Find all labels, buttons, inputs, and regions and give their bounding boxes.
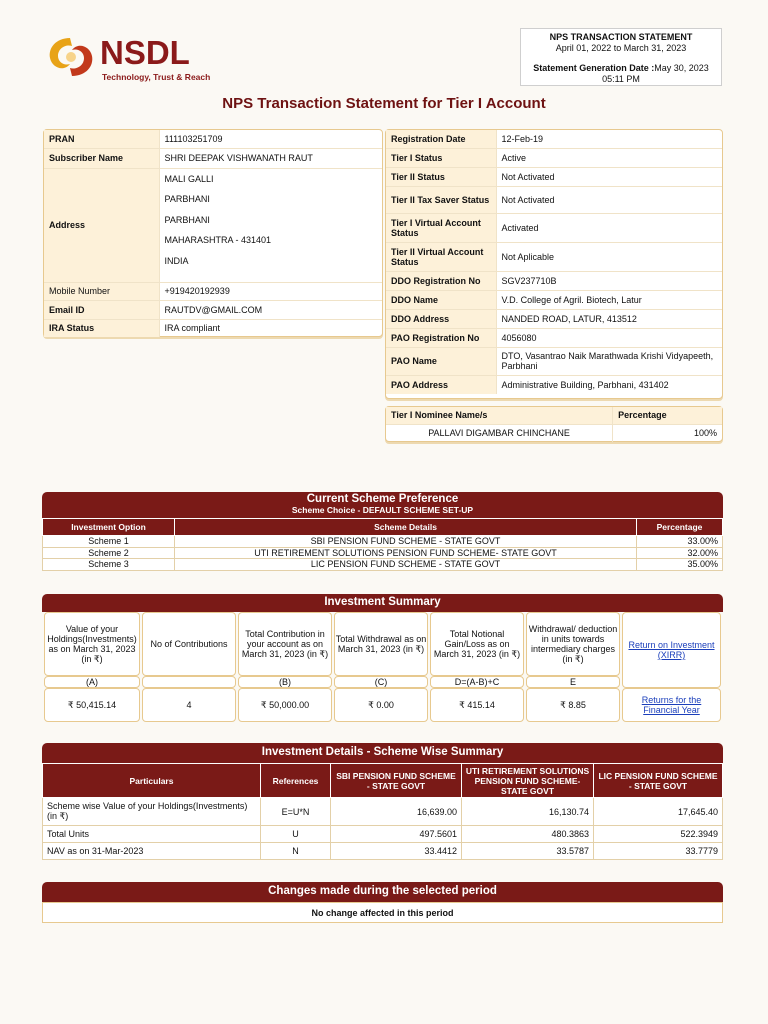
email-label: Email ID [44, 300, 159, 319]
account-field-value: NANDED ROAD, LATUR, 413512 [496, 309, 722, 328]
account-field-value: SGV237710B [496, 271, 722, 290]
uti-value: 16,130.74 [462, 798, 594, 826]
sbi-value: 33.4412 [331, 843, 462, 860]
scheme-wise-summary-section [42, 743, 723, 860]
mobile-label: Mobile Number [44, 282, 159, 300]
pran-value: 111103251709 [159, 130, 382, 148]
scheme-percentage: 33.00% [637, 536, 723, 548]
address-line: MAHARASHTRA - 431401 [164, 235, 272, 245]
holdings-value: ₹ 50,415.14 [44, 688, 140, 722]
scheme-percentage: 35.00% [637, 559, 723, 571]
account-row [386, 148, 722, 167]
account-row [386, 167, 722, 186]
investment-summary-section [42, 594, 723, 722]
summary-ref-b: (B) [238, 676, 332, 688]
scheme-preference-section [42, 492, 723, 571]
address-line: MALI GALLI [164, 173, 214, 184]
account-field-label: DDO Address [386, 309, 496, 328]
lic-scheme-header: LIC PENSION FUND SCHEME - STATE GOVT [594, 764, 723, 798]
particular: Scheme wise Value of your Holdings(Investments) (in ₹) [43, 798, 261, 826]
generation-date-label: Statement Generation Date : [533, 63, 655, 73]
account-field-label: PAO Registration No [386, 328, 496, 347]
lic-value: 17,645.40 [594, 798, 723, 826]
charges-value: ₹ 8.85 [526, 688, 620, 722]
subscriber-card [43, 129, 383, 337]
address-line: PARBHANI [164, 214, 210, 225]
scheme-preference-table [42, 518, 723, 571]
nominee-pct: 100% [693, 428, 717, 439]
subscriber-name-label: Subscriber Name [44, 148, 159, 168]
account-row [386, 186, 722, 213]
account-field-value: Activated [496, 213, 722, 242]
account-row [386, 213, 722, 242]
account-field-label: Tier I Virtual Account Status [386, 213, 496, 242]
account-field-value: Not Aplicable [496, 242, 722, 271]
scheme-wise-summary-table [42, 763, 723, 860]
withdrawal-value: ₹ 0.00 [334, 688, 428, 722]
account-field-value: Not Activated [496, 167, 722, 186]
account-row [386, 328, 722, 347]
changes-section [42, 882, 723, 923]
sbi-scheme-header: SBI PENSION FUND SCHEME - STATE GOVT [331, 764, 462, 798]
scheme-option: Scheme 2 [43, 547, 175, 559]
summary-header-holdings: Value of your Holdings(Investments) as on March 31, 2023 (in ₹) [44, 612, 140, 676]
account-field-label: DDO Registration No [386, 271, 496, 290]
xirr-link-cell [622, 612, 721, 688]
account-field-value: V.D. College of Agril. Biotech, Latur [496, 290, 722, 309]
uti-scheme-header: UTI RETIREMENT SOLUTIONS PENSION FUND SCHEME- STATE GOVT [462, 764, 594, 798]
scheme-option: Scheme 3 [43, 559, 175, 571]
subscriber-table [44, 130, 382, 337]
scheme-preference-title: Current Scheme Preference [306, 493, 459, 505]
statement-title: NPS TRANSACTION STATEMENT [549, 32, 693, 42]
nsdl-emblem-icon [42, 32, 98, 82]
scheme-detail: LIC PENSION FUND SCHEME - STATE GOVT [175, 559, 637, 571]
nominee-name-header: Tier I Nominee Name/s [386, 407, 613, 424]
investment-summary-title: Investment Summary [42, 594, 723, 612]
scheme-details-header: Scheme Details [175, 519, 637, 536]
uti-value: 480.3863 [462, 826, 594, 843]
account-field-label: DDO Name [386, 290, 496, 309]
gain-loss-value: ₹ 415.14 [430, 688, 524, 722]
account-row [386, 309, 722, 328]
sbi-value: 16,639.00 [331, 798, 462, 826]
logo-wordmark: NSDL [100, 34, 190, 71]
email-value: RAUTDV@GMAIL.COM [159, 300, 382, 319]
summary-header-charges: Withdrawal/ deduction in units towards intermediary charges (in ₹) [526, 612, 620, 676]
changes-message: No change affected in this period [42, 902, 723, 923]
scheme-detail: SBI PENSION FUND SCHEME - STATE GOVT [175, 536, 637, 548]
account-field-label: PAO Address [386, 375, 496, 394]
logo-tagline: Technology, Trust & Reach [102, 72, 211, 82]
investment-option-header: Investment Option [43, 519, 175, 536]
scheme-preference-header [42, 492, 723, 518]
account-field-value: 4056080 [496, 328, 722, 347]
generation-date: May 30, 2023 [654, 63, 709, 73]
subscriber-name-value: SHRI DEEPAK VISHWANATH RAUT [159, 148, 382, 168]
statement-period: April 01, 2022 to March 31, 2023 [555, 43, 687, 53]
summary-ref-e: E [526, 676, 620, 688]
changes-title: Changes made during the selected period [42, 882, 723, 902]
address-line: PARBHANI [164, 194, 210, 204]
reference: U [261, 826, 331, 843]
statement-info-box [520, 28, 722, 86]
account-row [386, 242, 722, 271]
nominee-table [386, 407, 722, 442]
total-contribution-value: ₹ 50,000.00 [238, 688, 332, 722]
reference: N [261, 843, 331, 860]
scheme-summary-row [43, 798, 723, 826]
summary-ref-d: D=(A-B)+C [430, 676, 524, 688]
generation-time: 05:11 PM [602, 74, 640, 84]
references-header: References [261, 764, 331, 798]
account-field-label: Registration Date [386, 130, 496, 148]
fy-returns-link-cell [622, 688, 721, 722]
scheme-summary-row [43, 843, 723, 860]
account-row [386, 375, 722, 394]
account-field-value: Administrative Building, Parbhani, 431402 [501, 379, 669, 390]
summary-ref-c: (C) [334, 676, 428, 688]
scheme-choice-subtitle: Scheme Choice - DEFAULT SCHEME SET-UP [291, 505, 474, 515]
scheme-percentage: 32.00% [637, 547, 723, 559]
address-value [159, 168, 382, 282]
page-title: NPS Transaction Statement for Tier I Account [222, 95, 546, 112]
particular: Total Units [43, 826, 261, 843]
account-field-label: Tier II Virtual Account Status [386, 242, 496, 271]
account-field-label: PAO Name [386, 347, 496, 375]
account-field-value: Not Activated [496, 186, 722, 213]
address-line: INDIA [164, 255, 189, 266]
summary-ref-a: (A) [44, 676, 140, 688]
account-field-label: Tier I Status [386, 148, 496, 167]
particulars-header: Particulars [43, 764, 261, 798]
scheme-wise-summary-title: Investment Details - Scheme Wise Summary [42, 743, 723, 763]
account-details-card [385, 129, 723, 399]
account-row [386, 347, 722, 375]
account-field-label: Tier II Status [386, 167, 496, 186]
sbi-value: 497.5601 [331, 826, 462, 843]
scheme-detail: UTI RETIREMENT SOLUTIONS PENSION FUND SCHEME- STATE GOVT [175, 547, 637, 559]
account-field-label: Tier II Tax Saver Status [386, 186, 496, 213]
pran-label: PRAN [44, 130, 159, 148]
particular: NAV as on 31-Mar-2023 [43, 843, 261, 860]
account-field-value: 12-Feb-19 [496, 130, 722, 148]
account-details-table [386, 130, 722, 394]
account-field-value: DTO, Vasantrao Naik Marathwada Krishi Vidyapeeth, Parbhani [496, 347, 722, 375]
reference: E=U*N [261, 798, 331, 826]
summary-ref-blank [142, 676, 236, 688]
summary-header-contributions: No of Contributions [142, 612, 236, 676]
investment-summary-table [42, 612, 723, 722]
scheme-preference-row [43, 536, 723, 548]
summary-header-gain-loss: Total Notional Gain/Loss as on March 31, 2023 (in ₹) [430, 612, 524, 676]
contributions-count: 4 [142, 688, 236, 722]
lic-value: 522.3949 [594, 826, 723, 843]
return-on-investment-link[interactable]: Return on Investment (XIRR) [628, 640, 715, 660]
uti-value: 33.5787 [462, 843, 594, 860]
ira-status-label: IRA Status [44, 319, 159, 337]
scheme-summary-row [43, 826, 723, 843]
address-label: Address [44, 168, 159, 282]
nominee-card [385, 406, 723, 442]
ira-status-value: IRA compliant [164, 323, 221, 334]
scheme-preference-row [43, 547, 723, 559]
account-row [386, 130, 722, 148]
account-field-value: Active [496, 148, 722, 167]
scheme-option: Scheme 1 [43, 536, 175, 548]
account-row [386, 290, 722, 309]
account-row [386, 271, 722, 290]
nominee-pct-header: Percentage [613, 407, 722, 424]
summary-header-total-contribution: Total Contribution in your account as on March 31, 2023 (in ₹) [238, 612, 332, 676]
mobile-value: +919420192939 [159, 282, 382, 300]
summary-header-withdrawal: Total Withdrawal as on March 31, 2023 (in ₹) [334, 612, 428, 676]
financial-year-returns-link[interactable]: Returns for the Financial Year [641, 695, 702, 715]
percentage-header: Percentage [637, 519, 723, 536]
scheme-preference-row [43, 559, 723, 571]
lic-value: 33.7779 [594, 843, 723, 860]
nominee-name: PALLAVI DIGAMBAR CHINCHANE [386, 424, 613, 442]
